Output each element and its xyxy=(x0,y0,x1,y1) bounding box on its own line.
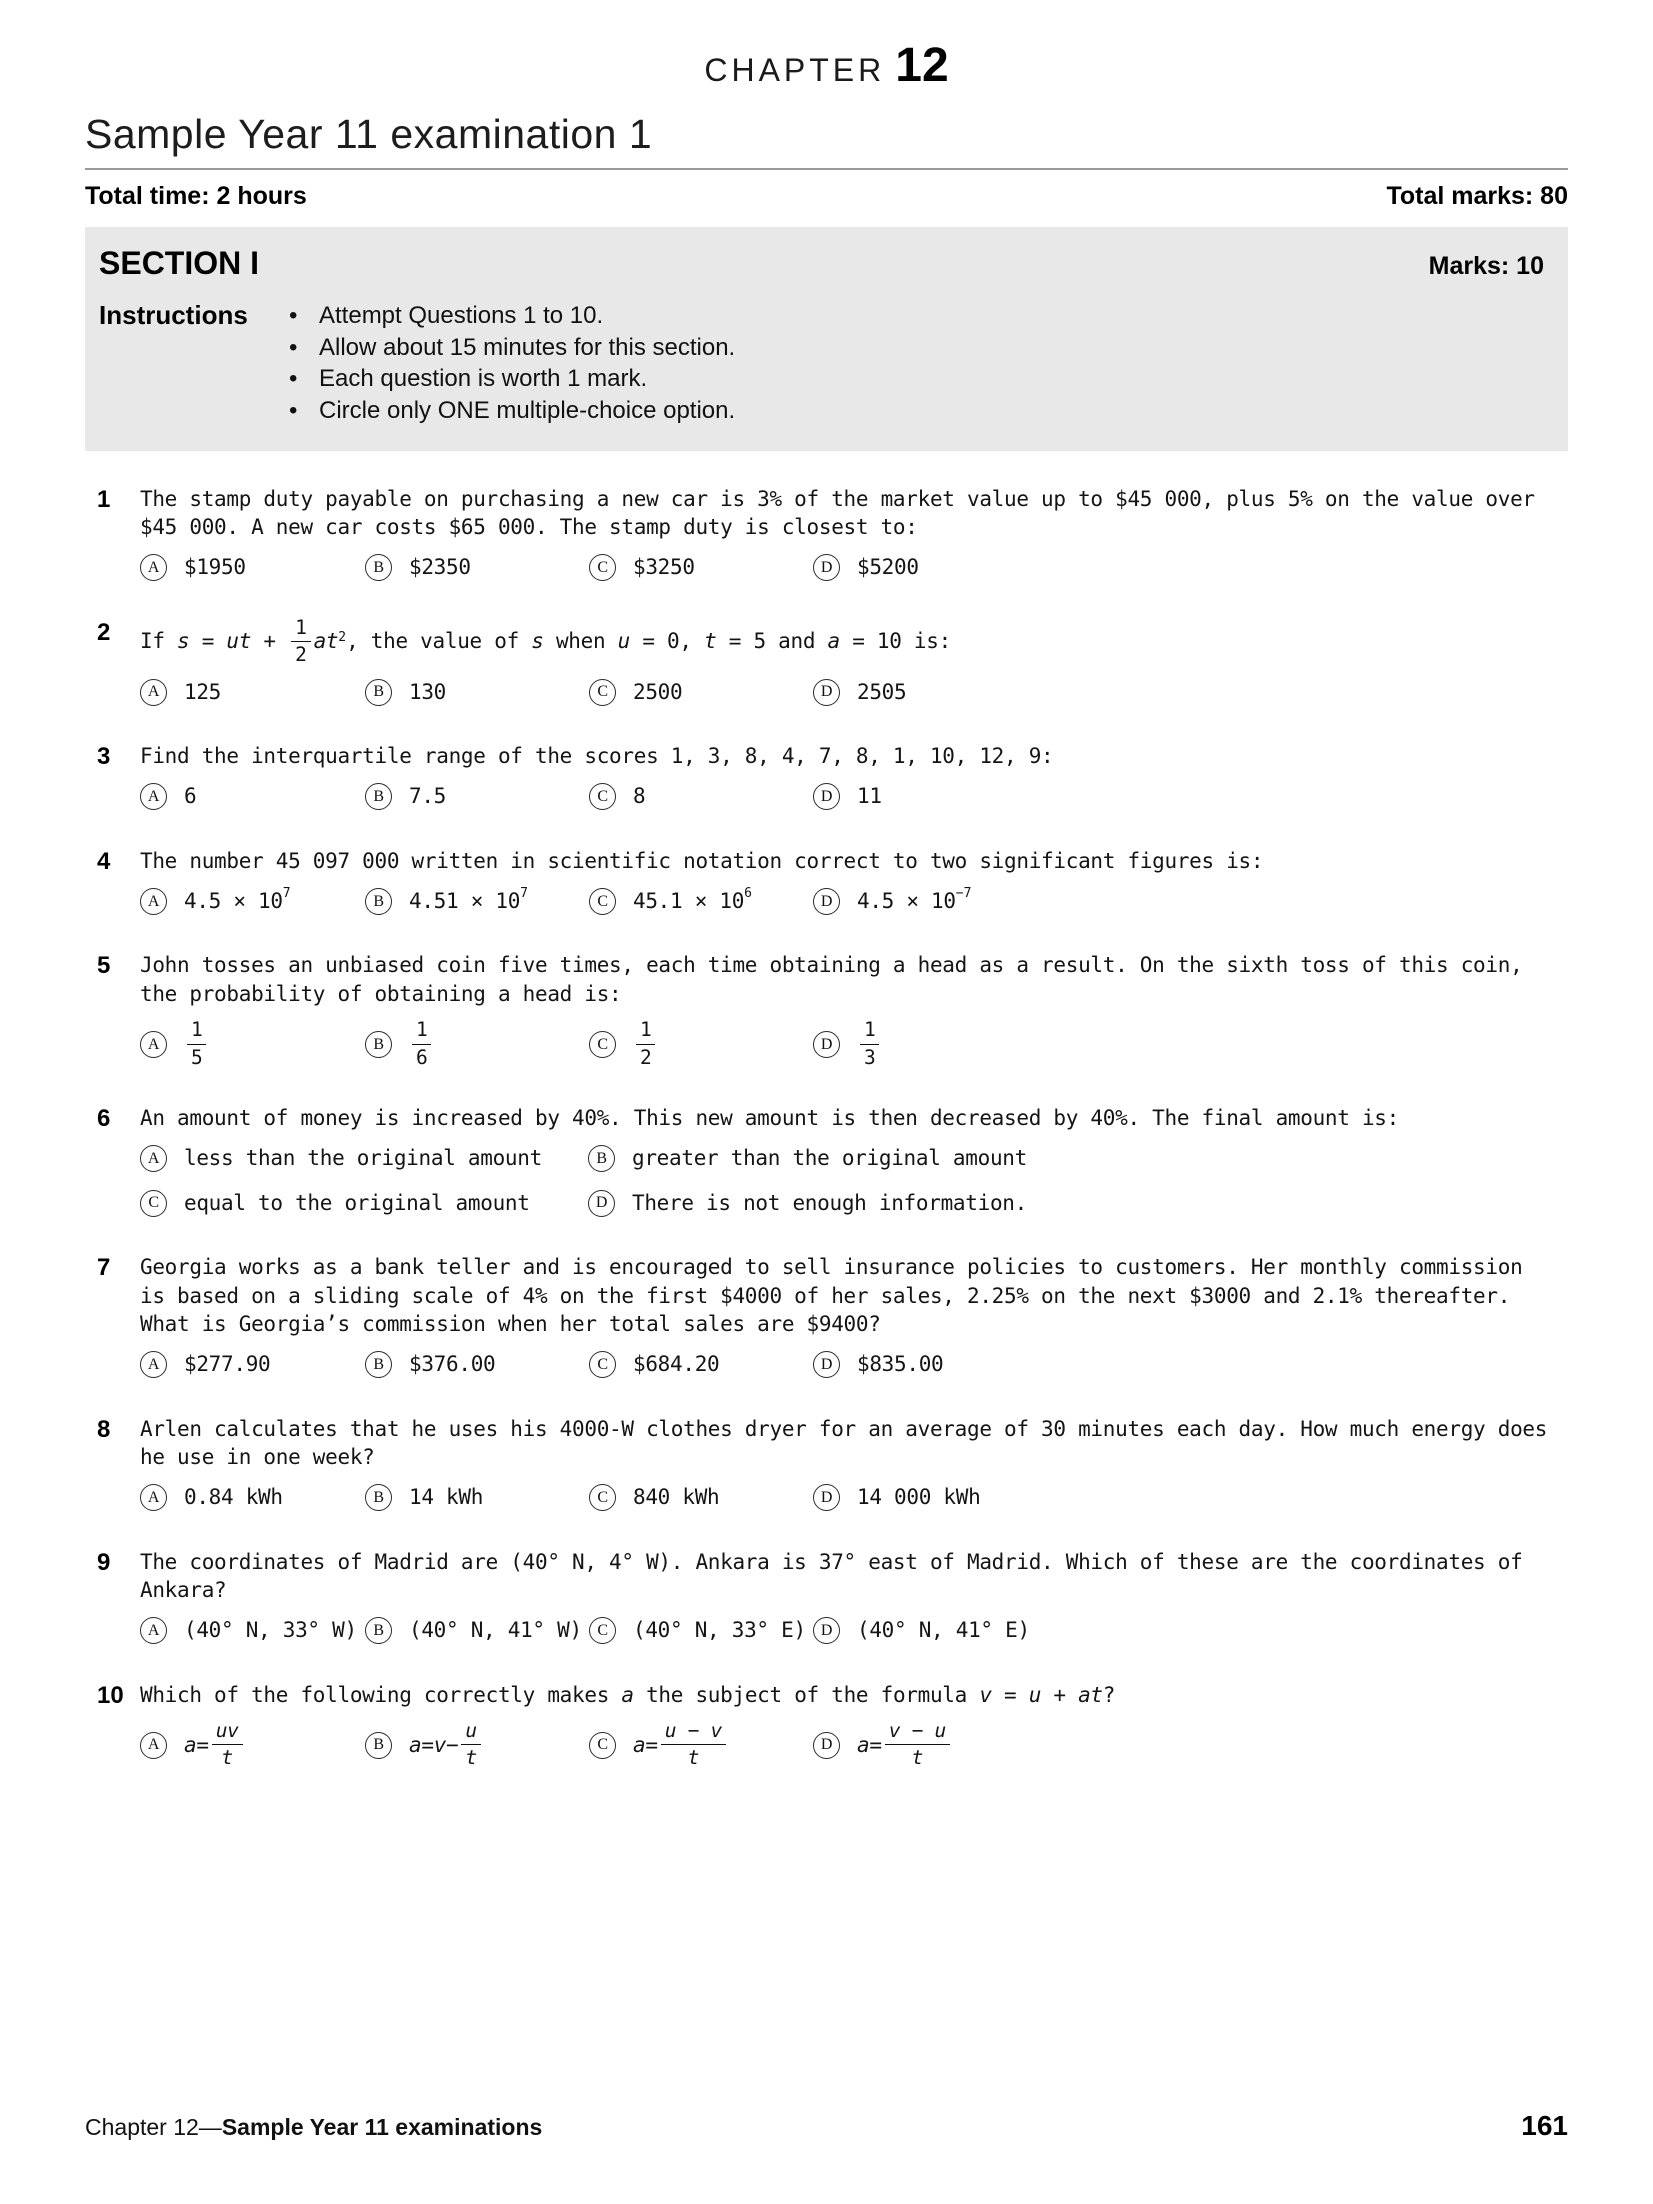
option-label: equal to the original amount xyxy=(184,1190,530,1215)
option-letter-circle[interactable]: A xyxy=(140,1484,167,1511)
question-9 xyxy=(85,1548,1568,1645)
option-6-D[interactable] xyxy=(588,1189,1548,1217)
question-2 xyxy=(85,615,1568,706)
question-text: The stamp duty payable on purchasing a new car is 3% of the market value up to $45 000, plus 5% on the value over $45 000. A new car costs $65 000. The stamp duty is closest to: xyxy=(140,486,1535,540)
math-variable: s xyxy=(531,628,544,653)
fraction: $\frac{uv}{t}$ xyxy=(212,1721,243,1769)
option-label: 0.84 kWh xyxy=(184,1485,283,1510)
option-label xyxy=(184,1020,209,1068)
math-variable: u xyxy=(617,628,631,653)
option-letter-circle[interactable]: D xyxy=(813,1351,840,1378)
options-grid xyxy=(140,1483,1548,1511)
option-letter-circle[interactable]: C xyxy=(589,1617,616,1644)
option-label: 8 xyxy=(633,784,646,809)
fraction: $\frac{1}{2}$ xyxy=(636,1020,655,1068)
question-text: Georgia works as a bank teller and is encouraged to sell insurance policies to customers. Her monthly commission is based on a sliding scale of 4% on the first $4000 of her sales, 2.25% on the next $3000 and 2.1% thereafter. What is Georgia’s commission when her total sales are $9400? xyxy=(140,1255,1523,1336)
option-9-A[interactable] xyxy=(140,1616,365,1644)
option-label: $3250 xyxy=(633,555,695,580)
math-variable: t xyxy=(704,628,717,653)
option-letter-circle[interactable]: B xyxy=(365,554,392,581)
option-letter-circle[interactable]: C xyxy=(589,1351,616,1378)
option-7-D[interactable] xyxy=(813,1350,1548,1378)
instruction-item: • Attempt Questions 1 to 10. xyxy=(279,300,1544,332)
page-number: 161 xyxy=(1521,2110,1568,2141)
option-7-C[interactable] xyxy=(589,1350,813,1378)
option-label: (40° N, 41° W) xyxy=(409,1618,582,1643)
option-8-C[interactable] xyxy=(589,1483,813,1511)
question-body xyxy=(140,742,1568,811)
option-letter-circle[interactable]: B xyxy=(365,888,392,915)
math-variable: s xyxy=(177,628,190,653)
option-label: There is not enough information. xyxy=(632,1190,1027,1215)
question-body xyxy=(140,615,1568,706)
question-4 xyxy=(85,847,1568,916)
question-text: John tosses an unbiased coin five times, each time obtaining a head as a result. On the sixth toss of this coin, the probability of obtaining a head is: xyxy=(140,953,1523,1006)
question-number: 10 xyxy=(97,1681,124,1709)
option-label: $2350 xyxy=(409,555,471,580)
option-letter-circle[interactable]: C xyxy=(589,1031,616,1058)
math-variable: v xyxy=(433,1732,447,1757)
option-letter-circle[interactable]: B xyxy=(588,1145,615,1172)
option-letter-circle[interactable]: B xyxy=(365,783,392,810)
option-letter-circle[interactable]: A xyxy=(140,1145,167,1172)
fraction: $\frac{1}{2}$ xyxy=(291,618,310,666)
question-text: The number 45 097 000 written in scientific notation correct to two significant figures is: xyxy=(140,848,1264,873)
section-marks: Marks: 10 xyxy=(1428,252,1544,280)
math-variable: u xyxy=(1028,1682,1042,1707)
option-label xyxy=(857,1020,882,1068)
question-number: 1 xyxy=(97,485,111,513)
option-letter-circle[interactable]: A xyxy=(140,1031,167,1058)
option-letter-circle[interactable]: D xyxy=(813,783,840,810)
options-grid xyxy=(140,782,1548,810)
option-letter-circle[interactable]: B xyxy=(365,1484,392,1511)
option-label: a = v − $\frac{u}{t}$ xyxy=(409,1721,484,1769)
option-4-C[interactable] xyxy=(589,887,813,915)
question-10 xyxy=(85,1681,1568,1769)
options-grid xyxy=(140,887,1548,915)
question-text: Which of the following correctly makes a the subject of the formula v = u + at? xyxy=(140,1682,1116,1707)
option-label: a = $\frac{v - u}{t}$ xyxy=(857,1721,953,1769)
footer-chapter-title: Sample Year 11 examinations xyxy=(221,2114,543,2140)
fraction: $\frac{u}{t}$ xyxy=(461,1721,480,1769)
option-4-A[interactable] xyxy=(140,887,365,915)
instructions-list xyxy=(279,300,1544,427)
math-variable: at xyxy=(313,628,339,653)
option-letter-circle[interactable]: D xyxy=(813,679,840,706)
question-body xyxy=(140,1415,1568,1512)
option-label: (40° N, 41° E) xyxy=(857,1618,1030,1643)
option-1-C[interactable] xyxy=(589,553,813,581)
option-label: 6 xyxy=(184,784,197,809)
option-letter-circle[interactable]: C xyxy=(589,1732,616,1759)
question-text: An amount of money is increased by 40%. This new amount is then decreased by 40%. The final amount is: xyxy=(140,1106,1399,1131)
option-label: 4.5 × 10 7 xyxy=(184,886,291,914)
options-grid xyxy=(140,678,1548,706)
option-5-D[interactable] xyxy=(813,1020,1548,1068)
option-letter-circle[interactable]: A xyxy=(140,1351,167,1378)
fraction: $\frac{1}{5}$ xyxy=(187,1020,206,1068)
option-4-D[interactable] xyxy=(813,887,1548,915)
section-box xyxy=(85,227,1568,451)
math-variable: at xyxy=(1078,1682,1103,1707)
question-3 xyxy=(85,742,1568,811)
option-1-D[interactable] xyxy=(813,553,1548,581)
fraction: $\frac{1}{6}$ xyxy=(412,1020,431,1068)
page-footer xyxy=(85,2110,1568,2142)
options-grid xyxy=(140,1616,1548,1644)
option-letter-circle[interactable]: A xyxy=(140,1617,167,1644)
option-label: 130 xyxy=(409,679,447,704)
question-number: 9 xyxy=(97,1548,111,1576)
question-5 xyxy=(85,951,1568,1068)
math-variable: v xyxy=(979,1682,992,1707)
options-grid xyxy=(140,1020,1548,1068)
option-7-A[interactable] xyxy=(140,1350,365,1378)
option-label: a = $\frac{u - v}{t}$ xyxy=(633,1721,729,1769)
option-2-A[interactable] xyxy=(140,678,365,706)
question-body xyxy=(140,485,1568,582)
options-grid xyxy=(140,1144,1548,1217)
option-letter-circle[interactable]: A xyxy=(140,783,167,810)
question-number: 7 xyxy=(97,1254,111,1282)
option-label: greater than the original amount xyxy=(632,1146,1027,1171)
instructions-row xyxy=(99,300,1544,427)
instructions-label: Instructions xyxy=(99,300,248,330)
option-label: 4.5 × 10 −7 xyxy=(857,886,972,914)
section-title: SECTION I xyxy=(99,245,260,281)
option-label: 14 kWh xyxy=(409,1485,484,1510)
total-marks: Total marks: 80 xyxy=(1386,182,1568,210)
option-6-B[interactable] xyxy=(588,1144,1548,1172)
superscript: 7 xyxy=(520,886,528,902)
option-8-A[interactable] xyxy=(140,1483,365,1511)
footer-chapter-label xyxy=(85,2114,542,2141)
question-number: 5 xyxy=(97,952,111,980)
question-body xyxy=(140,1253,1568,1378)
question-text: Arlen calculates that he uses his 4000-W clothes dryer for an average of 30 minutes each day. How much energy does he use in one week? xyxy=(140,1416,1548,1469)
option-label: $835.00 xyxy=(857,1352,944,1377)
option-letter-circle[interactable]: C xyxy=(589,783,616,810)
option-2-D[interactable] xyxy=(813,678,1548,706)
option-3-B[interactable] xyxy=(365,782,589,810)
option-label xyxy=(409,1020,434,1068)
question-number: 3 xyxy=(97,743,111,771)
option-letter-circle[interactable]: C xyxy=(589,1484,616,1511)
option-letter-circle[interactable]: A xyxy=(140,888,167,915)
totals-row xyxy=(85,182,1568,211)
chapter-number: 12 xyxy=(895,39,949,92)
option-letter-circle[interactable]: C xyxy=(589,679,616,706)
options-grid xyxy=(140,553,1548,581)
option-1-B[interactable] xyxy=(365,553,589,581)
option-label: 4.51 × 10 7 xyxy=(409,886,528,914)
option-3-D[interactable] xyxy=(813,782,1548,810)
option-letter-circle[interactable]: A xyxy=(140,679,167,706)
option-letter-circle[interactable]: B xyxy=(365,679,392,706)
option-letter-circle[interactable]: D xyxy=(813,554,840,581)
option-1-A[interactable] xyxy=(140,553,365,581)
option-letter-circle[interactable]: B xyxy=(365,1732,392,1759)
option-10-D[interactable] xyxy=(813,1718,1548,1770)
superscript: −7 xyxy=(955,886,972,902)
math-variable: a xyxy=(409,1732,422,1757)
option-10-B[interactable] xyxy=(365,1718,589,1770)
option-label: 2500 xyxy=(633,679,683,704)
option-label: $277.90 xyxy=(184,1352,271,1377)
option-5-A[interactable] xyxy=(140,1020,365,1068)
option-letter-circle[interactable]: D xyxy=(813,888,840,915)
question-8 xyxy=(85,1415,1568,1512)
math-variable: a xyxy=(621,1682,634,1707)
footer-chapter-prefix: Chapter 12— xyxy=(85,2114,222,2140)
option-label: 7.5 xyxy=(409,784,447,809)
title-divider xyxy=(85,168,1568,170)
section-header xyxy=(99,245,1544,282)
fraction: $\frac{v - u}{t}$ xyxy=(885,1721,950,1769)
option-10-C[interactable] xyxy=(589,1718,813,1770)
question-body xyxy=(140,951,1568,1068)
option-label: less than the original amount xyxy=(184,1146,542,1171)
option-letter-circle[interactable]: B xyxy=(365,1617,392,1644)
fraction: $\frac{1}{3}$ xyxy=(860,1020,879,1068)
question-1 xyxy=(85,485,1568,582)
math-variable: a xyxy=(827,628,840,653)
math-variable: a xyxy=(633,1732,646,1757)
option-7-B[interactable] xyxy=(365,1350,589,1378)
instruction-item: • Allow about 15 minutes for this section. xyxy=(279,332,1544,364)
options-grid xyxy=(140,1350,1548,1378)
question-number: 8 xyxy=(97,1415,111,1443)
question-body xyxy=(140,847,1568,916)
option-3-C[interactable] xyxy=(589,782,813,810)
option-letter-circle[interactable]: C xyxy=(140,1190,167,1217)
chapter-label: chapter xyxy=(704,39,886,91)
option-4-B[interactable] xyxy=(365,887,589,915)
option-letter-circle[interactable]: B xyxy=(365,1351,392,1378)
superscript: 7 xyxy=(282,886,291,902)
option-10-A[interactable] xyxy=(140,1718,365,1770)
option-label: a = $\frac{uv}{t}$ xyxy=(184,1721,246,1769)
option-letter-circle[interactable]: D xyxy=(813,1031,840,1058)
fraction: $\frac{u - v}{t}$ xyxy=(661,1721,726,1769)
question-body xyxy=(140,1681,1568,1769)
question-text: Find the interquartile range of the scores 1, 3, 8, 4, 7, 8, 1, 10, 12, 9: xyxy=(140,744,1054,769)
option-letter-circle[interactable]: D xyxy=(588,1190,615,1217)
option-label: $684.20 xyxy=(633,1352,720,1377)
page-title: Sample Year 11 examination 1 xyxy=(85,111,653,157)
option-8-D[interactable] xyxy=(813,1483,1548,1511)
option-letter-circle[interactable]: C xyxy=(589,554,616,581)
question-number: 4 xyxy=(97,847,111,875)
option-9-B[interactable] xyxy=(365,1616,589,1644)
option-label xyxy=(633,1020,658,1068)
option-label: $5200 xyxy=(857,555,919,580)
math-variable: a xyxy=(857,1732,870,1757)
option-letter-circle[interactable]: D xyxy=(813,1484,840,1511)
question-number: 2 xyxy=(97,618,111,646)
question-text: If s = ut + $\frac{1}{2}$ $at^2$, the value of s when u = 0, t = 5 and a = 10 is: xyxy=(140,615,951,667)
math-variable: a xyxy=(184,1732,197,1757)
question-7 xyxy=(85,1253,1568,1378)
superscript: 6 xyxy=(744,886,752,902)
option-2-B[interactable] xyxy=(365,678,589,706)
option-label: 14 000 kWh xyxy=(857,1485,981,1510)
question-6 xyxy=(85,1104,1568,1217)
questions-container xyxy=(85,485,1568,1769)
question-text: The coordinates of Madrid are (40° N, 4° W). Ankara is 37° east of Madrid. Which of these are the coordinates of Ankara? xyxy=(140,1549,1523,1602)
chapter-heading xyxy=(85,38,1568,93)
option-6-A[interactable] xyxy=(140,1144,588,1172)
option-letter-circle[interactable]: D xyxy=(813,1617,840,1644)
instruction-item: • Circle only ONE multiple-choice option. xyxy=(279,395,1544,427)
options-grid xyxy=(140,1718,1548,1770)
total-time: Total time: 2 hours xyxy=(85,182,307,210)
option-letter-circle[interactable]: A xyxy=(140,1732,167,1759)
option-letter-circle[interactable]: A xyxy=(140,554,167,581)
option-label: 45.1 × 10 6 xyxy=(633,886,752,914)
option-6-C[interactable] xyxy=(140,1189,588,1217)
option-label: 2505 xyxy=(857,679,907,704)
option-8-B[interactable] xyxy=(365,1483,589,1511)
option-5-B[interactable] xyxy=(365,1020,589,1068)
option-letter-circle[interactable]: D xyxy=(813,1732,840,1759)
option-9-C[interactable] xyxy=(589,1616,813,1644)
option-label: $376.00 xyxy=(409,1352,496,1377)
option-label: (40° N, 33° W) xyxy=(184,1618,357,1643)
option-5-C[interactable] xyxy=(589,1020,813,1068)
option-label: 125 xyxy=(184,679,222,704)
option-label: 840 kWh xyxy=(633,1485,720,1510)
option-9-D[interactable] xyxy=(813,1616,1548,1644)
question-number: 6 xyxy=(97,1105,111,1133)
math-variable: ut xyxy=(226,628,252,653)
option-letter-circle[interactable]: B xyxy=(365,1031,392,1058)
option-label: 11 xyxy=(857,784,882,809)
option-2-C[interactable] xyxy=(589,678,813,706)
question-body xyxy=(140,1548,1568,1645)
option-label: $1950 xyxy=(184,555,246,580)
option-3-A[interactable] xyxy=(140,782,365,810)
superscript: 2 xyxy=(338,629,347,645)
option-letter-circle[interactable]: C xyxy=(589,888,616,915)
question-body xyxy=(140,1104,1568,1217)
option-label: (40° N, 33° E) xyxy=(633,1618,806,1643)
instruction-item: • Each question is worth 1 mark. xyxy=(279,363,1544,395)
